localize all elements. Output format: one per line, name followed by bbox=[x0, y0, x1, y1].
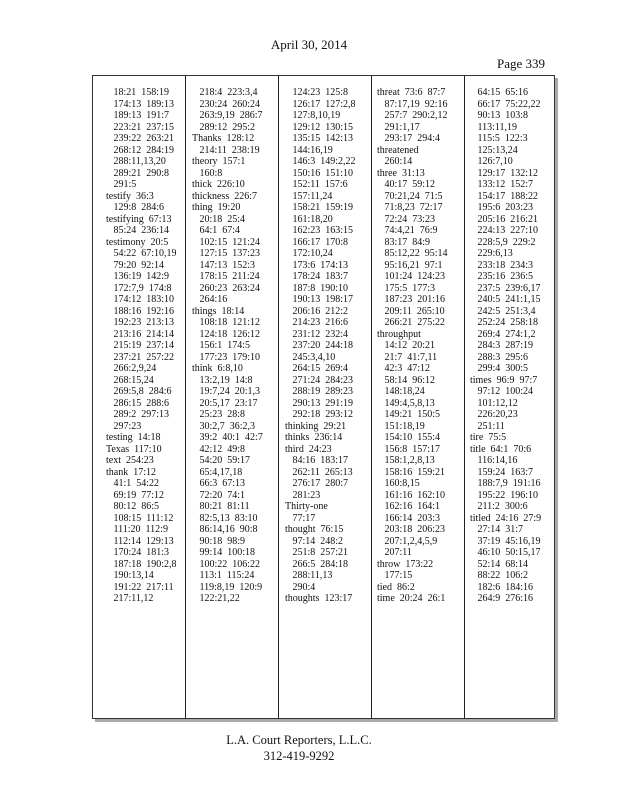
index-line: 156:8 157:17 bbox=[377, 443, 441, 455]
index-line: 82:5,13 83:10 bbox=[192, 512, 258, 524]
index-line: 135:15 142:13 bbox=[285, 133, 354, 144]
index-line: 157:11,24 bbox=[285, 190, 333, 202]
index-line: 13:2,19 14:8 bbox=[192, 374, 253, 386]
index-line: thinks 236:14 bbox=[285, 432, 343, 443]
index-line: 237:21 257:22 bbox=[106, 351, 175, 363]
index-line: 159:24 163:7 bbox=[470, 466, 534, 478]
index-column-4 bbox=[377, 87, 448, 605]
index-line: 264:15 269:4 bbox=[285, 363, 349, 374]
column-divider bbox=[464, 76, 465, 718]
index-line: 21:7 41:7,11 bbox=[377, 351, 438, 363]
index-line: 66:3 67:13 bbox=[192, 478, 246, 489]
index-line: 166:17 170:8 bbox=[285, 236, 349, 248]
index-line: 237:20 244:18 bbox=[285, 340, 354, 351]
index-line: 111:20 112:9 bbox=[106, 524, 168, 535]
index-line: 182:6 184:16 bbox=[470, 581, 534, 593]
index-line: 203:18 206:23 bbox=[377, 524, 446, 535]
index-line: 77:17 bbox=[285, 512, 316, 524]
index-line: testimony 20:5 bbox=[106, 236, 169, 248]
index-line: 205:16 216:21 bbox=[470, 213, 539, 225]
index-line: 214:11 238:19 bbox=[192, 144, 260, 156]
index-line: 260:23 263:24 bbox=[192, 282, 261, 294]
index-column-1 bbox=[106, 87, 177, 605]
index-line: 122:21,22 bbox=[192, 593, 240, 604]
index-line: 125:13,24 bbox=[470, 144, 518, 156]
index-line: 58:14 96:12 bbox=[377, 374, 436, 386]
index-line: 190:13,14 bbox=[106, 570, 154, 581]
index-line: 178:24 183:7 bbox=[285, 271, 349, 282]
index-line: 178:15 211:24 bbox=[192, 271, 260, 282]
footer-phone: 312-419-9292 bbox=[263, 749, 335, 763]
index-line: 251:11 bbox=[470, 420, 505, 432]
index-line: 299:4 300:5 bbox=[470, 363, 529, 374]
index-line: 173:6 174:13 bbox=[285, 259, 349, 271]
index-column-3 bbox=[285, 87, 356, 605]
column-divider bbox=[185, 76, 186, 718]
index-line: 209:11 265:10 bbox=[377, 305, 445, 317]
index-line: thick 226:10 bbox=[192, 179, 245, 190]
index-line: 189:13 191:7 bbox=[106, 110, 170, 121]
index-line: 101:12,12 bbox=[470, 397, 518, 409]
index-line: 72:20 74:1 bbox=[192, 489, 246, 501]
index-line: 74:4,21 76:9 bbox=[377, 225, 438, 236]
index-line: 289:12 295:2 bbox=[192, 121, 256, 133]
index-line: 86:14,16 90:8 bbox=[192, 524, 258, 535]
index-line: 291:5 bbox=[106, 179, 137, 190]
index-line: 152:11 157:6 bbox=[285, 179, 348, 190]
index-line: 262:11 265:13 bbox=[285, 466, 353, 478]
index-line: times 96:9 97:7 bbox=[470, 374, 538, 386]
index-line: 69:19 77:12 bbox=[106, 489, 165, 501]
index-line: 70:21,24 71:5 bbox=[377, 190, 443, 202]
index-line: 127:15 137:23 bbox=[192, 248, 261, 259]
column-divider bbox=[371, 76, 372, 718]
index-line: 218:4 223:3,4 bbox=[192, 87, 258, 98]
index-line: 240:5 241:1,15 bbox=[470, 294, 541, 305]
index-line: 162:16 164:1 bbox=[377, 501, 441, 512]
index-line: 230:24 260:24 bbox=[192, 98, 261, 110]
index-line: 160:8 bbox=[192, 167, 223, 179]
index-line: 97:12 100:24 bbox=[470, 386, 534, 397]
index-line: 268:12 284:19 bbox=[106, 144, 175, 156]
index-line: thickness 226:7 bbox=[192, 190, 257, 202]
index-line: 133:12 152:7 bbox=[470, 179, 534, 190]
index-line: 126:17 127:2,8 bbox=[285, 98, 356, 110]
index-line: 190:13 198:17 bbox=[285, 294, 354, 305]
index-line: thought 76:15 bbox=[285, 524, 344, 535]
index-line: 211:2 300:6 bbox=[470, 501, 528, 512]
index-line: 95:16,21 97:1 bbox=[377, 259, 443, 271]
index-line: 108:18 121:12 bbox=[192, 317, 261, 328]
index-line: 129:12 130:15 bbox=[285, 121, 354, 133]
index-line: Thirty-one bbox=[285, 501, 328, 512]
index-line: 288:11,13 bbox=[285, 570, 333, 581]
index-line: 235:16 236:5 bbox=[470, 271, 534, 282]
index-line: testing 14:18 bbox=[106, 432, 161, 443]
index-line: 226:20,23 bbox=[470, 409, 518, 420]
index-line: 85:12,22 95:14 bbox=[377, 248, 448, 259]
index-line: 46:10 50:15,17 bbox=[470, 547, 541, 558]
index-line: 268:15,24 bbox=[106, 374, 154, 386]
index-line: 215:19 237:14 bbox=[106, 340, 175, 351]
index-line: 228:5,9 229:2 bbox=[470, 236, 536, 248]
index-line: tire 75:5 bbox=[470, 432, 507, 443]
index-column-5 bbox=[470, 87, 541, 605]
index-line: text 254:23 bbox=[106, 455, 154, 466]
index-line: 127:8,10,19 bbox=[285, 110, 341, 121]
index-line: 223:21 237:15 bbox=[106, 121, 175, 133]
index-line: 263:9,19 286:7 bbox=[192, 110, 263, 121]
index-line: 136:19 142:9 bbox=[106, 271, 170, 282]
index-line: thank 17:12 bbox=[106, 466, 156, 478]
index-line: 207:1,2,4,5,9 bbox=[377, 535, 438, 547]
index-line: 290:13 291:19 bbox=[285, 397, 354, 409]
index-line: 116:14,16 bbox=[470, 455, 518, 466]
column-divider bbox=[278, 76, 279, 718]
index-line: 281:23 bbox=[285, 489, 321, 501]
index-line: 191:22 217:11 bbox=[106, 581, 174, 593]
index-line: 41:1 54:22 bbox=[106, 478, 160, 489]
page-number: Page 339 bbox=[497, 56, 546, 71]
index-line: 187:18 190:2,8 bbox=[106, 558, 177, 570]
index-line: 162:23 163:15 bbox=[285, 225, 354, 236]
index-line: title 64:1 70:6 bbox=[470, 443, 532, 455]
index-line: 224:13 227:10 bbox=[470, 225, 539, 236]
index-line: 239:22 263:21 bbox=[106, 133, 175, 144]
index-line: 170:24 181:3 bbox=[106, 547, 170, 558]
index-line: 192:23 213:13 bbox=[106, 317, 175, 328]
index-frame bbox=[92, 75, 555, 719]
index-line: 71:8,23 72:17 bbox=[377, 202, 443, 213]
index-line: 260:14 bbox=[377, 156, 413, 167]
index-line: 291:1,17 bbox=[377, 121, 420, 133]
index-line: 177:15 bbox=[377, 570, 413, 581]
index-line: 289:21 290:8 bbox=[106, 167, 170, 179]
index-line: 257:7 290:2,12 bbox=[377, 110, 448, 121]
index-line: 102:15 121:24 bbox=[192, 236, 261, 248]
index-line: 174:13 189:13 bbox=[106, 98, 175, 110]
index-line: 42:3 47:12 bbox=[377, 363, 431, 374]
index-line: three 31:13 bbox=[377, 167, 425, 179]
index-line: 126:7,10 bbox=[470, 156, 513, 167]
index-line: 154:10 155:4 bbox=[377, 432, 441, 443]
index-line: 79:20 92:14 bbox=[106, 259, 165, 271]
index-line: 154:17 188:22 bbox=[470, 190, 539, 202]
index-line: 242:5 251:3,4 bbox=[470, 305, 536, 317]
index-line: 172:10,24 bbox=[285, 248, 333, 259]
index-line: 245:3,4,10 bbox=[285, 351, 336, 363]
index-line: 151:18,19 bbox=[377, 420, 425, 432]
index-line: 30:2,7 36:2,3 bbox=[192, 420, 256, 432]
index-line: theory 157:1 bbox=[192, 156, 246, 167]
index-line: 64:1 67:4 bbox=[192, 225, 241, 236]
index-line: 252:24 258:18 bbox=[470, 317, 539, 328]
index-line: 286:15 288:6 bbox=[106, 397, 170, 409]
index-line: 147:13 152:3 bbox=[192, 259, 256, 271]
index-line: 129:17 132:12 bbox=[470, 167, 539, 179]
index-line: 161:16 162:10 bbox=[377, 489, 446, 501]
index-line: think 6:8,10 bbox=[192, 363, 243, 374]
index-line: 113:11,19 bbox=[470, 121, 518, 133]
index-line: 175:5 177:3 bbox=[377, 282, 436, 294]
index-line: 108:15 111:12 bbox=[106, 512, 174, 524]
index-line: 148:18,24 bbox=[377, 386, 425, 397]
index-line: 20:5,17 23:17 bbox=[192, 397, 258, 409]
index-line: 72:24 73:23 bbox=[377, 213, 436, 225]
index-line: 174:12 183:10 bbox=[106, 294, 175, 305]
index-line: 54:20 59:17 bbox=[192, 455, 251, 466]
index-line: things 18:14 bbox=[192, 305, 245, 317]
index-line: 188:7,9 191:16 bbox=[470, 478, 541, 489]
index-line: 80:21 81:11 bbox=[192, 501, 250, 512]
index-line: 187:23 201:16 bbox=[377, 294, 446, 305]
index-line: 297:23 bbox=[106, 420, 142, 432]
index-line: 101:24 124:23 bbox=[377, 271, 446, 282]
index-column-2 bbox=[192, 87, 263, 605]
index-line: 25:23 28:8 bbox=[192, 409, 246, 420]
index-line: 269:4 274:1,2 bbox=[470, 328, 536, 340]
index-line: 156:1 174:5 bbox=[192, 340, 251, 351]
index-line: 149:21 150:5 bbox=[377, 409, 441, 420]
index-line: Texas 117:10 bbox=[106, 443, 162, 455]
index-line: 187:8 190:10 bbox=[285, 282, 349, 294]
index-line: 213:16 214:14 bbox=[106, 328, 175, 340]
index-line: 158:16 159:21 bbox=[377, 466, 446, 478]
index-line: 269:5,8 284:6 bbox=[106, 386, 172, 397]
index-line: thinking 29:21 bbox=[285, 420, 347, 432]
index-line: 115:5 122:3 bbox=[470, 133, 528, 144]
index-line: 88:22 106:2 bbox=[470, 570, 529, 581]
index-line: 66:17 75:22,22 bbox=[470, 98, 541, 110]
index-line: 124:18 126:12 bbox=[192, 328, 261, 340]
index-line: 288:19 289:23 bbox=[285, 386, 354, 397]
index-line: 177:23 179:10 bbox=[192, 351, 261, 363]
index-line: time 20:24 26:1 bbox=[377, 593, 446, 604]
index-line: 266:5 284:18 bbox=[285, 558, 349, 570]
index-line: 251:8 257:21 bbox=[285, 547, 349, 558]
index-line: 20:18 25:4 bbox=[192, 213, 246, 225]
index-line: 172:7,9 174:8 bbox=[106, 282, 172, 294]
index-line: 14:12 20:21 bbox=[377, 340, 436, 351]
index-line: 113:1 115:24 bbox=[192, 570, 255, 581]
index-line: 288:3 295:6 bbox=[470, 351, 529, 363]
index-line: 144:16,19 bbox=[285, 144, 333, 156]
index-line: 90:13 103:8 bbox=[470, 110, 529, 121]
index-line: 90:18 98:9 bbox=[192, 535, 246, 547]
index-line: 266:21 275:22 bbox=[377, 317, 446, 328]
index-line: 100:22 106:22 bbox=[192, 558, 261, 570]
index-line: 290:4 bbox=[285, 581, 316, 593]
index-line: 129:8 284:6 bbox=[106, 202, 165, 213]
index-line: 99:14 100:18 bbox=[192, 547, 256, 558]
index-line: titled 24:16 27:9 bbox=[470, 512, 542, 524]
index-line: 229:6,13 bbox=[470, 248, 513, 259]
index-line: 293:17 294:4 bbox=[377, 133, 441, 144]
index-line: 124:23 125:8 bbox=[285, 87, 349, 98]
index-line: 266:2,9,24 bbox=[106, 363, 157, 374]
index-line: tied 86:2 bbox=[377, 581, 415, 593]
index-line: 39:2 40:1 42:7 bbox=[192, 432, 263, 443]
footer-company: L.A. Court Reporters, L.L.C. bbox=[226, 733, 372, 747]
index-line: 264:16 bbox=[192, 294, 228, 305]
index-line: 271:24 284:23 bbox=[285, 374, 354, 386]
index-line: third 24:23 bbox=[285, 443, 332, 455]
index-line: 18:21 158:19 bbox=[106, 87, 170, 98]
index-line: 276:17 280:7 bbox=[285, 478, 349, 489]
index-line: 65:4,17,18 bbox=[192, 466, 243, 478]
index-line: 206:16 212:2 bbox=[285, 305, 349, 317]
index-line: 292:18 293:12 bbox=[285, 409, 354, 420]
index-line: 97:14 248:2 bbox=[285, 535, 344, 547]
index-line: 85:24 236:14 bbox=[106, 225, 170, 236]
index-line: 149:4,5,8,13 bbox=[377, 397, 435, 409]
index-line: 119:8,19 120:9 bbox=[192, 581, 263, 593]
index-line: 207:11 bbox=[377, 547, 412, 558]
index-line: 214:23 216:6 bbox=[285, 317, 349, 328]
index-line: 84:16 183:17 bbox=[285, 455, 349, 466]
index-line: 150:16 151:10 bbox=[285, 167, 354, 179]
index-line: testifying 67:13 bbox=[106, 213, 172, 225]
index-line: thing 19:20 bbox=[192, 202, 241, 213]
index-line: 37:19 45:16,19 bbox=[470, 535, 541, 547]
index-line: 54:22 67:10,19 bbox=[106, 248, 177, 259]
index-line: 288:11,13,20 bbox=[106, 156, 166, 167]
index-line: 195:22 196:10 bbox=[470, 489, 539, 501]
index-line: 160:8,15 bbox=[377, 478, 420, 489]
index-line: 233:18 234:3 bbox=[470, 259, 534, 271]
index-line: 27:14 31:7 bbox=[470, 524, 524, 535]
index-line: 64:15 65:16 bbox=[470, 87, 529, 98]
index-line: 284:3 287:19 bbox=[470, 340, 534, 351]
index-line: throughput bbox=[377, 328, 421, 340]
index-line: 166:14 203:3 bbox=[377, 512, 441, 524]
index-line: 158:21 159:19 bbox=[285, 202, 354, 213]
index-line: 42:12 49:8 bbox=[192, 443, 246, 455]
index-line: 188:16 192:16 bbox=[106, 305, 175, 317]
index-line: 87:17,19 92:16 bbox=[377, 98, 448, 110]
index-line: 158:1,2,8,13 bbox=[377, 455, 435, 466]
index-line: 19:7,24 20:1,3 bbox=[192, 386, 261, 397]
index-line: 83:17 84:9 bbox=[377, 236, 431, 248]
index-line: 231:12 232:4 bbox=[285, 328, 349, 340]
index-line: Thanks 128:12 bbox=[192, 133, 255, 144]
index-line: thoughts 123:17 bbox=[285, 593, 353, 604]
page-date: April 30, 2014 bbox=[270, 37, 348, 52]
index-line: threat 73:6 87:7 bbox=[377, 87, 446, 98]
index-line: 146:3 149:2,22 bbox=[285, 156, 356, 167]
index-line: 264:9 276:16 bbox=[470, 593, 534, 604]
index-line: testify 36:3 bbox=[106, 190, 154, 202]
index-line: 40:17 59:12 bbox=[377, 179, 436, 190]
index-line: 112:14 129:13 bbox=[106, 535, 174, 547]
index-line: 52:14 68:14 bbox=[470, 558, 529, 570]
index-line: 289:2 297:13 bbox=[106, 409, 170, 420]
index-line: 80:12 86:5 bbox=[106, 501, 160, 512]
index-line: 217:11,12 bbox=[106, 593, 154, 604]
index-line: threatened bbox=[377, 144, 419, 156]
index-line: throw 173:22 bbox=[377, 558, 434, 570]
index-line: 237:5 239:6,17 bbox=[470, 282, 541, 294]
index-line: 195:6 203:23 bbox=[470, 202, 534, 213]
index-line: 161:18,20 bbox=[285, 213, 333, 225]
